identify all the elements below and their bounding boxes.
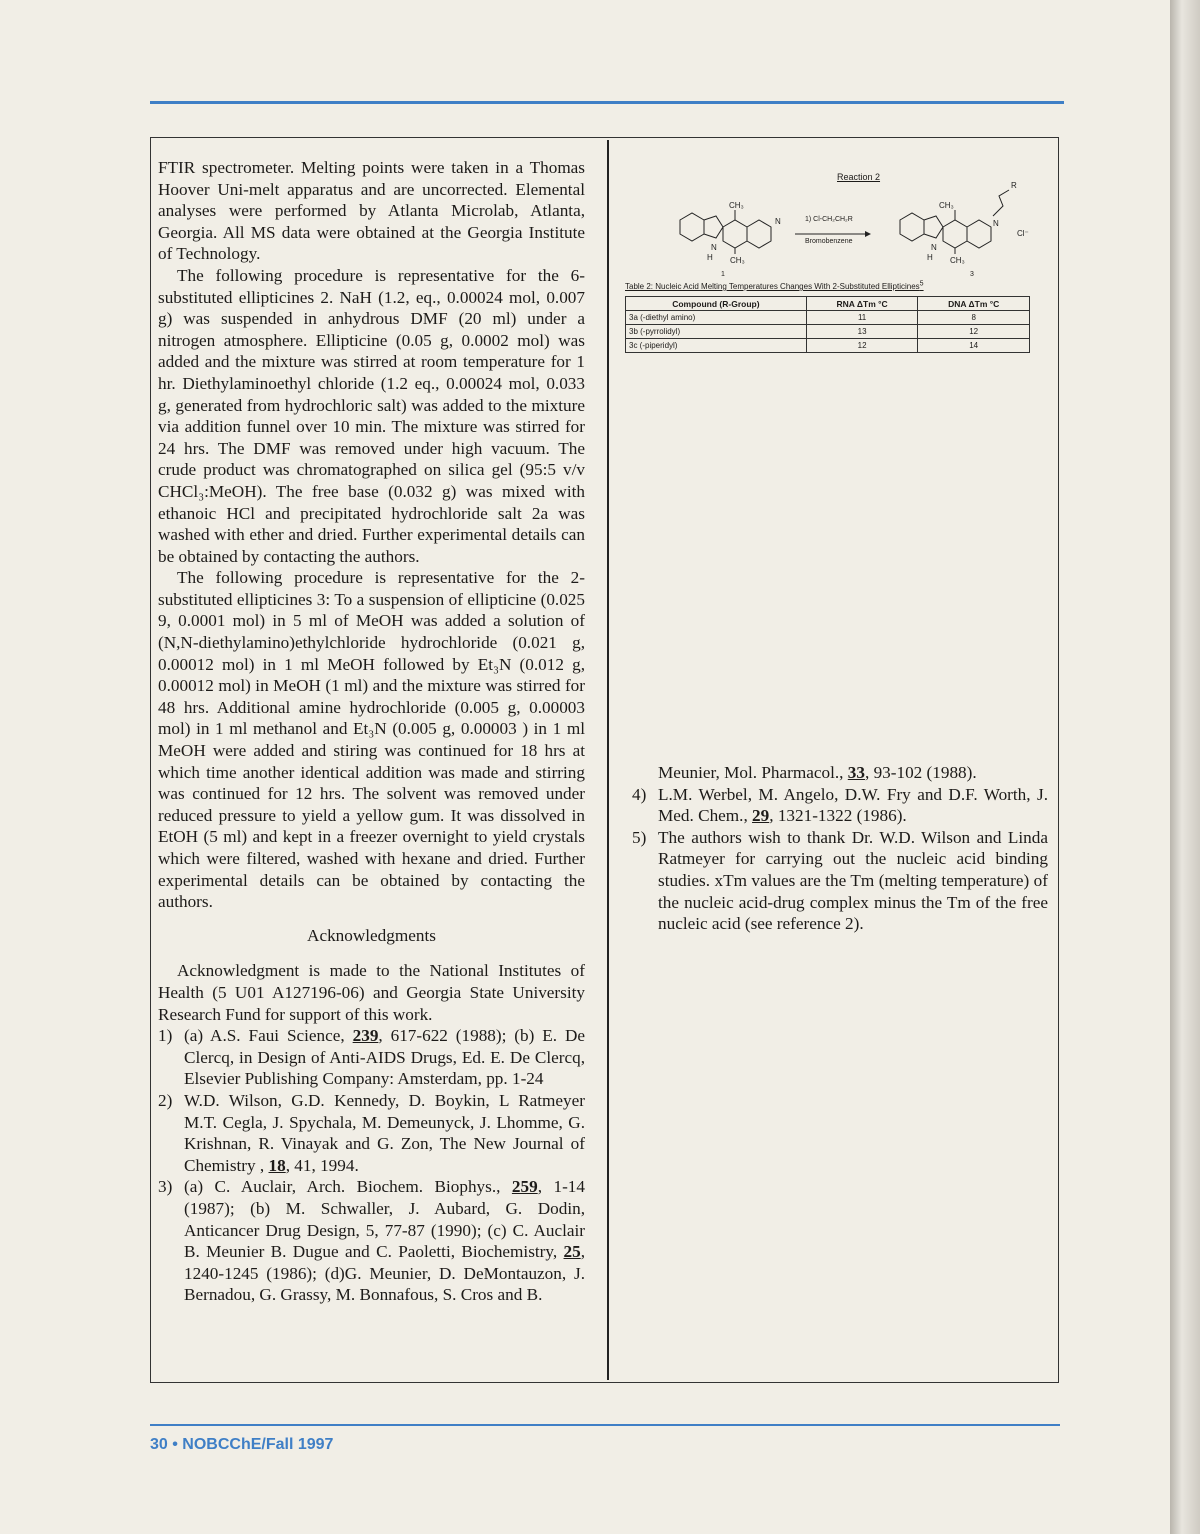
reference-number: 1) [158,1026,173,1046]
column-divider [607,140,609,1380]
table-row: 3a (-diethyl amino) 11 8 [626,311,1030,325]
binding-edge [1170,0,1200,1534]
tm-table [625,296,1030,353]
reference [158,1025,585,1090]
reference-text: (a) A.S. Faui Science, 239, 617-622 (1988); (b) E. De Clercq, in Design of Anti-AIDS Drugs, Ed. E. De Clercq, Elsevier Publishing Company: Amsterdam, pp. 1-24 [184,1026,585,1089]
table-row: 3c (-piperidyl) 12 14 [626,339,1030,353]
compound-label: 1 [721,271,725,278]
right-column [632,762,1048,935]
reference [158,1176,585,1306]
reaction-figure [625,170,1045,350]
r-group-label: R [1011,181,1017,190]
table-row: 3b (-pyrrolidyl) 13 12 [626,325,1030,339]
ack-heading: Acknowledgments [307,925,436,945]
left-column [158,157,585,1306]
reference-number: 3) [158,1177,173,1197]
methyl-label: CH₃ [729,201,744,210]
arrow-head [865,231,871,237]
hydrogen-label: H [707,253,713,262]
footer-rule [150,1424,1060,1426]
compound-label: 3 [970,271,974,278]
solvent: Bromobenzene [805,238,853,245]
nitrogen-label: N [931,243,937,252]
reference [632,827,1048,935]
reference-number: 5) [632,827,647,847]
hydrogen-label: H [927,253,933,262]
methyl-label: CH₃ [950,256,965,265]
reference [158,1090,585,1176]
reference-number: 2) [158,1090,173,1110]
nitrogen-label: N [993,219,999,228]
ellipticine-structure [680,210,771,254]
ack-text: Acknowledgment is made to the National Institutes of Health (5 U01 A127196-06) and Georgia State University Research Fund for support of this work. [158,961,585,1024]
page-footer: 30 • NOBCChE/Fall 1997 [150,1436,334,1453]
reference-text: The authors wish to thank Dr. W.D. Wilson and Linda Ratmeyer for carrying out the nucleic acid binding studies. xTm values are the Tm (melting temperature) of the nucleic acid-drug complex minus the Tm of the free nucleic acid (see reference 2). [658,827,1048,934]
reaction-title: Reaction 2 [837,172,881,182]
table-header-row: Compound (R-Group) RNA ΔTm °C DNA ΔTm °C [626,297,1030,311]
nitrogen-label: N [775,217,781,226]
nitrogen-label: N [711,243,717,252]
reference-continuation: Meunier, Mol. Pharmacol., 33, 93-102 (1988). [658,763,977,782]
methyl-label: CH₃ [939,201,954,210]
paragraph: FTIR spectrometer. Melting points were taken in a Thomas Hoover Uni-melt apparatus and are uncorrected. Elemental analyses were performed by Atlanta Microlab, Atlanta, Georgia. All MS data were obtained at the Georgia Institute of Technology. [158,158,585,264]
reference-text: (a) C. Auclair, Arch. Biochem. Biophys., 259, 1-14 (1987); (b) M. Schwaller, J. Aubard, G. Dodin, Anticancer Drug Design, 5, 77-87 (1990); (c) C. Auclair B. Meunier B. Dugue and C. Paoletti, Biochemistry, 25, 1240-1245 (1986); (d)G. Meunier, D. DeMontauzon, J. Bernadou, G. Grassy, M. Bonnafous, S. Cros and B. [184,1177,585,1305]
methyl-label: CH₃ [730,256,745,265]
paragraph: The following procedure is representative for the 6-substituted ellipticines 2. NaH (1.2, eq., 0.00024 mol, 0.007 g) was suspended in anhydrous DMF (20 ml) under a nitrogen atmosphere. Ellipticine (0.05 g, 0.0002 mol) was added and the mixture was stirred at room temperature for 1 hr. Diethylaminoethyl chloride (1.2 eq., 0.00024 mol, 0.033 g, generated from hydrochloric salt) was added to the mixture via addition funnel over 10 min. The mixture was stirred for 24 hrs. The DMF was removed under high vacuum. The crude product was chromatographed on silica gel (95:5 v/v CHCl₃:MeOH). The free base (0.032 g) was mixed with ethanoic HCl and precipitated hydrochloride salt 2a was washed with ether and dried. Further experimental details can be obtained by contacting the authors. [158,265,585,566]
reference-text: L.M. Werbel, M. Angelo, D.W. Fry and D.F. Worth, J. Med. Chem., 29, 1321-1322 (1986). [658,784,1048,826]
paragraph: The following procedure is representative for the 2-substituted ellipticines 3: To a suspension of ellipticine (0.025 9, 0.0001 mol) in 5 ml of MeOH was added a solution of (N,N-diethylamino)ethylchloride hydrochloride (0.021 g, 0.00012 mol) in 1 ml MeOH followed by Et₃N (0.012 g, 0.00012 mol) in MeOH (1 ml) and the mixture was stirred for 48 hrs. Additional amine hydrochloride (0.005 g, 0.00003 mol) in 1 ml methanol and Et₃N (0.005 g, 0.00003 ) in 1 ml MeOH were added and stiring was continued for 18 hrs at which time another identical addition was made and stirring was continued for 12 hrs. The solvent was removed under reduced pressure to yield a yellow gum. It was dissolved in EtOH (5 ml) and kept in a freezer overnight to yield crystals which were filtered, washed with hexane and dried. Further experimental details can be obtained by contacting the authors. [158,568,585,912]
reference [632,784,1048,827]
reagent: 1) Cl-CH₂CH₂R [805,216,853,223]
reference-text: W.D. Wilson, G.D. Kennedy, D. Boykin, L Ratmeyer M.T. Cegla, J. Spychala, M. Demeunyck, J. Lhomme, G. Krishnan, R. Vinayak and G. Zon, The New Journal of Chemistry , 18, 41, 1994. [184,1090,585,1175]
chloride-label: Cl⁻ [1017,229,1029,238]
header-rule [150,101,1064,104]
table-caption: Table 2: Nucleic Acid Melting Temperatures Changes With 2-Substituted Ellipticines$^5$ [625,280,924,291]
reference-number: 4) [632,784,647,804]
